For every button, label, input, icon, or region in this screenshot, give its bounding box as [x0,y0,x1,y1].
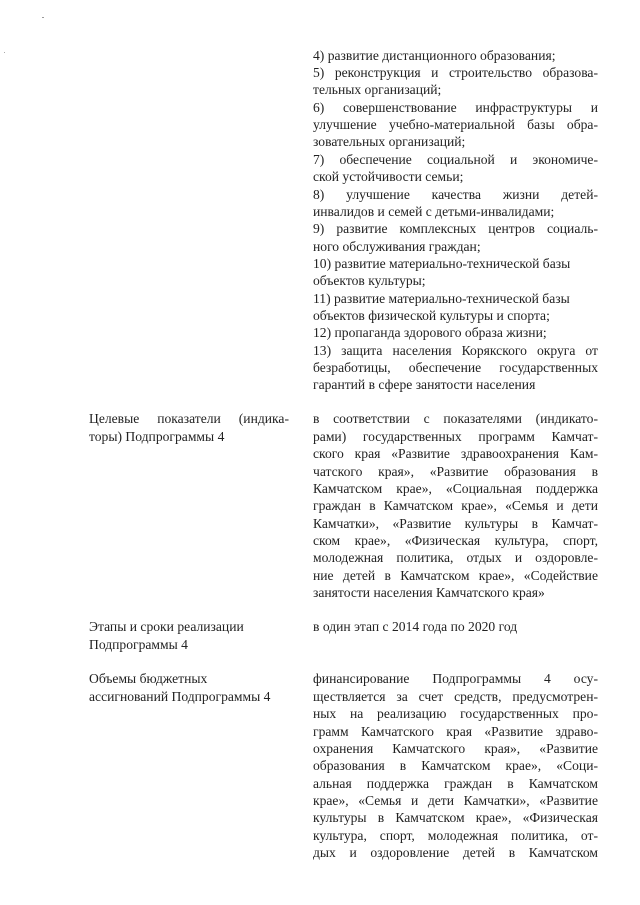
budget-text: культуры в Камчатском крае», «Физическая [313,810,598,825]
stages-label: Подпрограммы 4 [89,637,188,652]
list-line: 13) защита населения Корякского округа от [313,343,598,358]
indicators-text: граждан в Камчатском крае», «Семья и дети [313,498,598,513]
list-line: зовательных организаций; [313,134,466,149]
list-line: гарантий в сфере занятости населения [313,377,536,392]
list-line: ской устойчивости семьи; [313,169,464,184]
list-line: 12) пропаганда здорового образа жизни; [313,325,547,340]
budget-label: Объемы бюджетных [89,671,208,686]
indicators-text: рами) государственных программ Камчат- [313,429,598,444]
list-line: тельных организаций; [313,82,442,97]
indicators-text: Камчатском крае», «Социальная поддержка [313,481,598,496]
list-line: 8) улучшение качества жизни детей- [313,187,598,202]
indicators-text: ского края «Развитие здравоохранения Кам- [313,446,598,461]
list-line: 7) обеспечение социальной и экономиче- [313,152,598,167]
indicators-text: в соответствии с показателями (индикато- [313,411,598,426]
indicators-label: Целевые показатели (индика- [89,411,289,426]
list-line: 9) развитие комплексных центров социаль- [313,221,598,236]
indicators-text: Камчатки», «Развитие культуры в Камчат- [313,516,598,531]
stages-text: в один этап с 2014 года по 2020 год [313,619,518,634]
indicators-text: молодежная политика, отдых и оздоровле- [313,550,598,565]
scan-speck [4,52,5,53]
indicators-text: чатского края», «Развитие образования в [313,464,598,479]
scan-speck [42,17,44,18]
list-line: инвалидов и семей с детьми-инвалидами; [313,204,555,219]
list-line: 4) развитие дистанционного образования; [313,48,556,63]
list-line: ного обслуживания граждан; [313,239,481,254]
indicators-text: ском крае», «Физическая культура, спорт, [313,533,598,548]
budget-text: охранения Камчатского края», «Развитие [313,741,598,756]
list-line: 10) развитие материально-технической базы [313,256,571,271]
budget-text: альная поддержка граждан в Камчатском [313,776,598,791]
list-line: безработицы, обеспечение государственных [313,360,598,375]
list-line: 6) совершенствование инфраструктуры и [313,100,598,115]
budget-text: финансирование Подпрограммы 4 осу- [313,671,598,686]
list-line: объектов физической культуры и спорта; [313,308,550,323]
stages-label: Этапы и сроки реализации [89,619,244,634]
budget-text: грамм Камчатского края «Развитие здраво- [313,724,598,739]
indicators-text: занятости населения Камчатского края» [313,585,545,600]
budget-text: ных на реализацию государственных про- [313,706,598,721]
budget-label: ассигнований Подпрограммы 4 [89,689,271,704]
list-line: объектов культуры; [313,273,426,288]
budget-text: ществляется за счет средств, предусмотрен- [313,689,598,704]
budget-text: крае», «Семья и дети Камчатки», «Развитие [313,793,598,808]
list-line: 5) реконструкция и строительство образова- [313,65,598,80]
budget-text: культура, спорт, молодежная политика, от- [313,828,598,843]
indicators-text: ние детей в Камчатском крае», «Содействие [313,568,598,583]
list-line: 11) развитие материально-технической базы [313,291,570,306]
budget-text: дых и оздоровление детей в Камчатском [313,845,598,860]
list-line: улучшение учебно-материальной базы обра- [313,117,598,132]
indicators-label: торы) Подпрограммы 4 [89,429,225,444]
budget-text: образования в Камчатском крае», «Соци- [313,758,598,773]
